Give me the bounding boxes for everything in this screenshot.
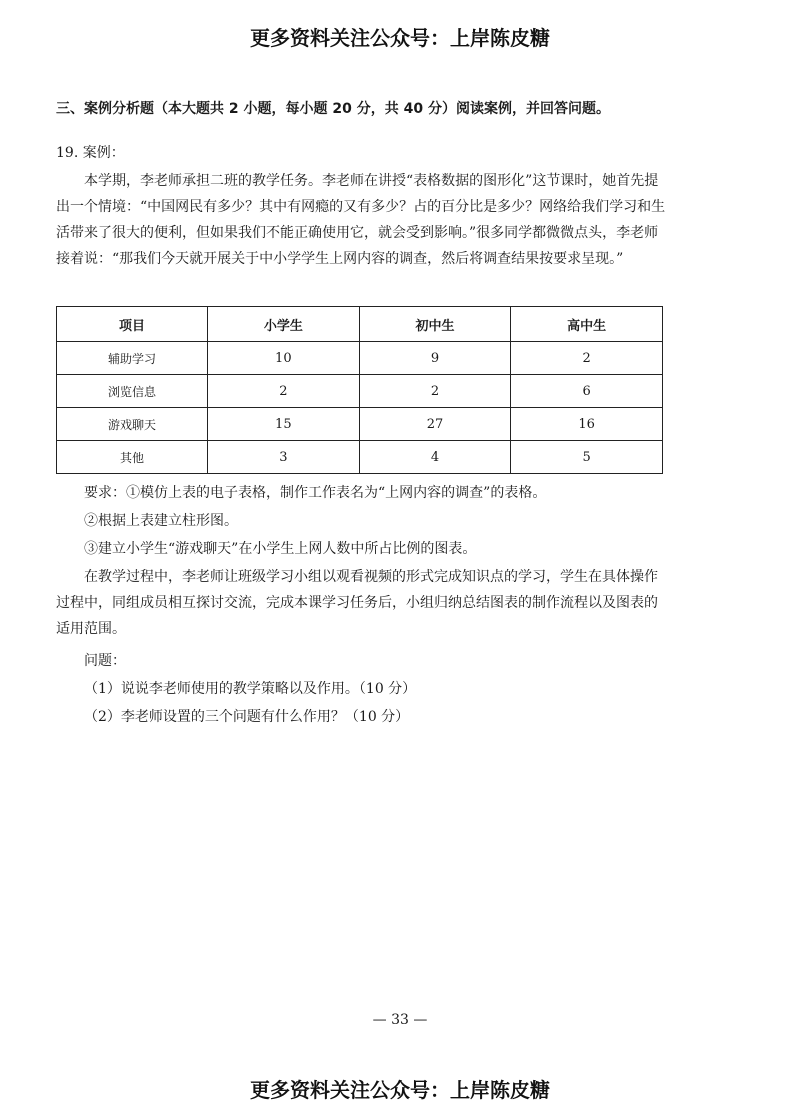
table-cell: 5 [511,441,663,474]
table-cell: 15 [208,408,360,441]
table-cell: 27 [359,408,511,441]
table-cell: 16 [511,408,663,441]
table-header-cell: 高中生 [511,307,663,342]
table-cell: 9 [359,342,511,375]
requirement-1: 要求：①模仿上表的电子表格，制作工作表名为“上网内容的调查”的表格。 [84,485,547,501]
table-cell: 2 [208,375,360,408]
table-cell: 其他 [57,441,208,474]
case-paragraph-1: 本学期，李老师承担二班的教学任务。李老师在讲授“表格数据的图形化”这节课时，她首先提出一个情境：“中国网民有多少？其中有网瘾的又有多少？占的百分比是多少？网络给我们学习和生活带来了很大的便利，但如果我们不能正确使用它，就会受到影响。”很多同学都微微点头，李老师接着说：“那我们今天就开展关于中小学学生上网内容的调查，然后将调查结果按要求呈现。” [56,173,666,267]
table-row [57,342,663,375]
survey-table [56,306,663,474]
question-item-2: （2）李老师设置的三个问题有什么作用？（10 分） [84,709,410,725]
table-cell: 4 [359,441,511,474]
header-banner: 更多资料关注公众号：上岸陈皮糖 [250,26,550,50]
table-header-row [57,307,663,342]
table-cell: 3 [208,441,360,474]
question-number: 19. 案例： [56,145,125,161]
table-cell: 辅助学习 [57,342,208,375]
questions-label: 问题： [84,653,126,669]
table-cell: 10 [208,342,360,375]
section-heading: 三、案例分析题（本大题共 2 小题，每小题 20 分，共 40 分）阅读案例，并回答问题。 [56,101,610,117]
requirement-2: ②根据上表建立柱形图。 [84,513,238,529]
requirement-3: ③建立小学生“游戏聊天”在小学生上网人数中所占比例的图表。 [84,541,477,557]
table-cell: 2 [511,342,663,375]
question-item-1: （1）说说李老师使用的教学策略以及作用。（10 分） [84,681,417,697]
table-header-cell: 项目 [57,307,208,342]
table-cell: 6 [511,375,663,408]
table-cell: 浏览信息 [57,375,208,408]
table-cell: 2 [359,375,511,408]
page-number: — 33 — [372,1012,428,1028]
table-row [57,375,663,408]
footer-banner: 更多资料关注公众号：上岸陈皮糖 [250,1078,550,1102]
table-header-cell: 小学生 [208,307,360,342]
table-row [57,408,663,441]
table-header-cell: 初中生 [359,307,511,342]
table-cell: 游戏聊天 [57,408,208,441]
table-row [57,441,663,474]
case-paragraph-2: 在教学过程中，李老师让班级学习小组以观看视频的形式完成知识点的学习，学生在具体操作过程中，同组成员相互探讨交流，完成本课学习任务后，小组归纳总结图表的制作流程以及图表的适用范围。 [56,569,658,637]
